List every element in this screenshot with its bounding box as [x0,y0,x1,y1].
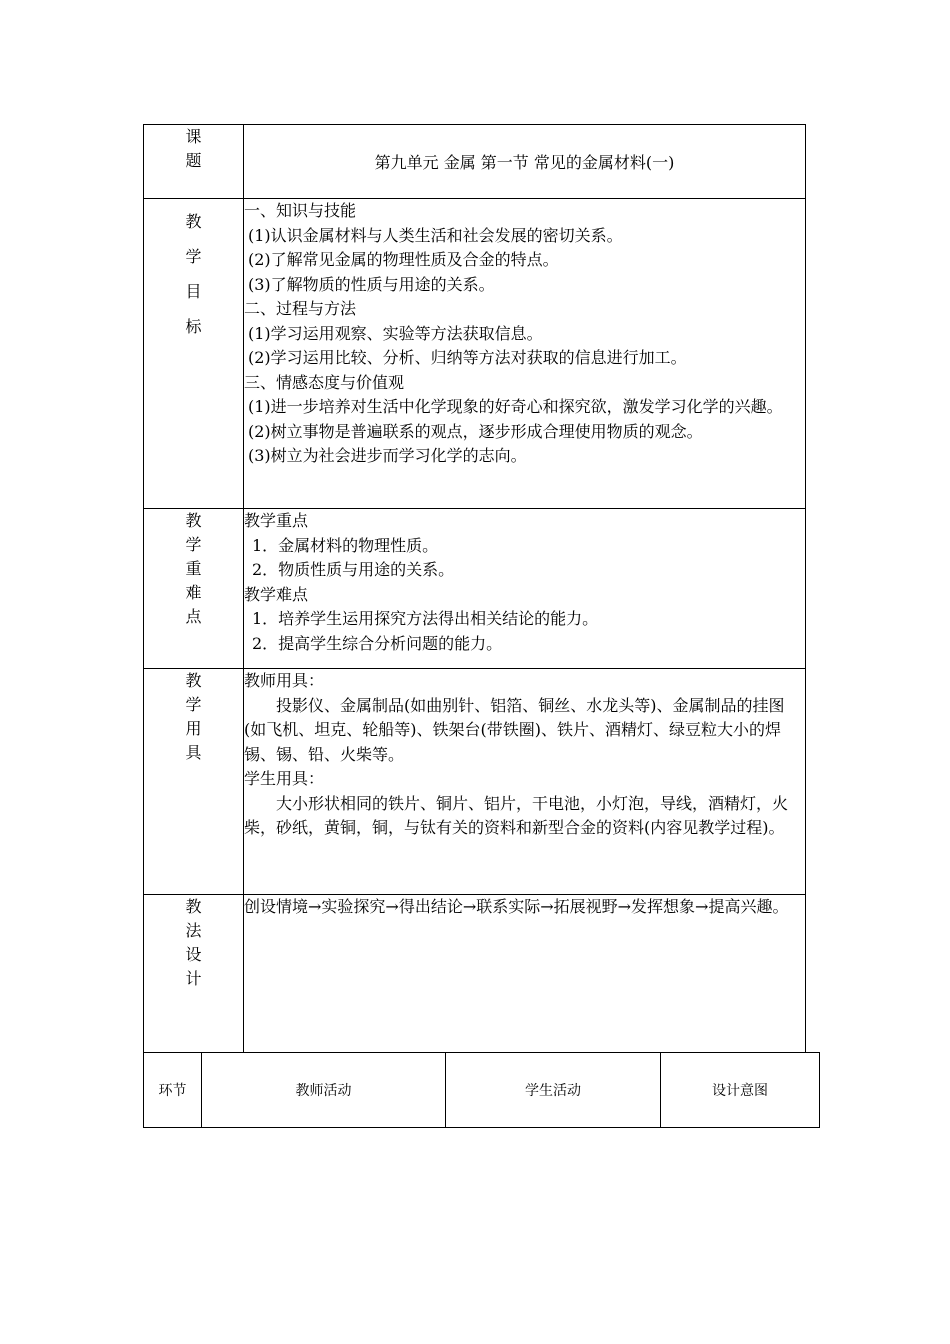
tools-label-char: 学 [185,695,202,714]
key-points-heading: 教学重点 [244,511,309,530]
title-label-cell [144,125,244,199]
method-label-char: 设 [185,945,202,964]
method-label-cell [144,895,244,1053]
process-header-intent: 设计意图 [661,1053,820,1128]
lesson-title: 第九单元 金属 第一节 常见的金属材料(一) [244,125,806,199]
key-points-label-char: 难 [185,583,202,602]
process-header-student: 学生活动 [446,1053,661,1128]
objective-item: (2)树立事物是普遍联系的观点，逐步形成合理使用物质的观念。 [248,421,703,441]
process-header-table [143,1052,820,1128]
tools-label-char: 具 [185,743,202,762]
difficult-points-heading: 教学难点 [244,584,309,604]
method-content [244,895,806,1053]
objective-item: (2)了解常见金属的物理性质及合金的特点。 [248,250,559,269]
student-tools-text: 大小形状相同的铁片、铜片、铝片，干电池，小灯泡，导线，酒精灯，火柴，砂纸，黄铜，铜，与钛有关的资料和新型合金的资料(内容见教学过程)。 [244,793,789,837]
objective-item: (1)学习运用观察、实验等方法获取信息。 [248,323,543,343]
key-point-item: 2．物质性质与用途的关系。 [252,560,455,579]
title-label-char: 课 [185,127,202,146]
student-tools-heading: 学生用具： [244,769,325,788]
objective-item: (2)学习运用比较、分析、归纳等方法对获取的信息进行加工。 [248,348,687,367]
difficult-point-item: 1．培养学生运用探究方法得出相关结论的能力。 [252,609,599,628]
teacher-tools-text: 投影仪、金属制品(如曲别针、铝箔、铜丝、水龙头等)、金属制品的挂图(如飞机、坦克、轮船等)、铁架台(带铁圈)、铁片、酒精灯、绿豆粒大小的焊锡、锡、铅、火柴等。 [244,695,785,764]
objective-heading: 二、过程与方法 [244,299,357,318]
method-label-char: 计 [185,969,202,988]
objective-heading: 一、知识与技能 [244,201,357,220]
process-header-stage: 环节 [144,1053,202,1128]
objective-heading: 三、情感态度与价值观 [244,372,405,392]
tools-label-char: 教 [185,671,202,690]
key-points-label-char: 点 [185,607,202,626]
objective-item: (3)了解物质的性质与用途的关系。 [248,274,495,294]
key-point-item: 1．金属材料的物理性质。 [252,535,439,555]
objectives-row [144,199,806,509]
objectives-content [244,199,806,509]
tools-content [244,669,806,895]
objective-item: (3)树立为社会进步而学习化学的志向。 [248,446,527,465]
tools-label-char: 用 [185,719,202,738]
key-points-label-cell [144,509,244,669]
lesson-plan-table [143,124,806,1053]
difficult-point-item: 2．提高学生综合分析问题的能力。 [252,633,503,653]
title-row [144,125,806,199]
method-label-char: 法 [185,921,202,940]
key-points-label-char: 学 [185,535,202,554]
title-label-char: 题 [185,151,202,170]
objective-item: (1)进一步培养对生活中化学现象的好奇心和探究欲，激发学习化学的兴趣。 [248,397,783,416]
tools-row [144,669,806,895]
objectives-label-char: 目 [185,282,202,301]
objectives-label-char: 学 [185,247,202,266]
tools-label-cell [144,669,244,895]
key-points-content [244,509,806,669]
key-points-label-char: 重 [185,559,202,578]
method-label-char: 教 [185,897,202,916]
objectives-label-char: 教 [185,212,202,231]
objectives-label-cell [144,199,244,509]
teacher-tools-heading: 教师用具： [244,671,325,690]
key-points-label-char: 教 [185,511,202,530]
process-header-row [144,1053,820,1128]
process-header-teacher: 教师活动 [202,1053,446,1128]
objective-item: (1)认识金属材料与人类生活和社会发展的密切关系。 [248,225,623,245]
key-points-row [144,509,806,669]
method-text: 创设情境→实验探究→得出结论→联系实际→拓展视野→发挥想象→提高兴趣。 [244,897,789,916]
objectives-label-char: 标 [185,317,202,336]
method-row [144,895,806,1053]
